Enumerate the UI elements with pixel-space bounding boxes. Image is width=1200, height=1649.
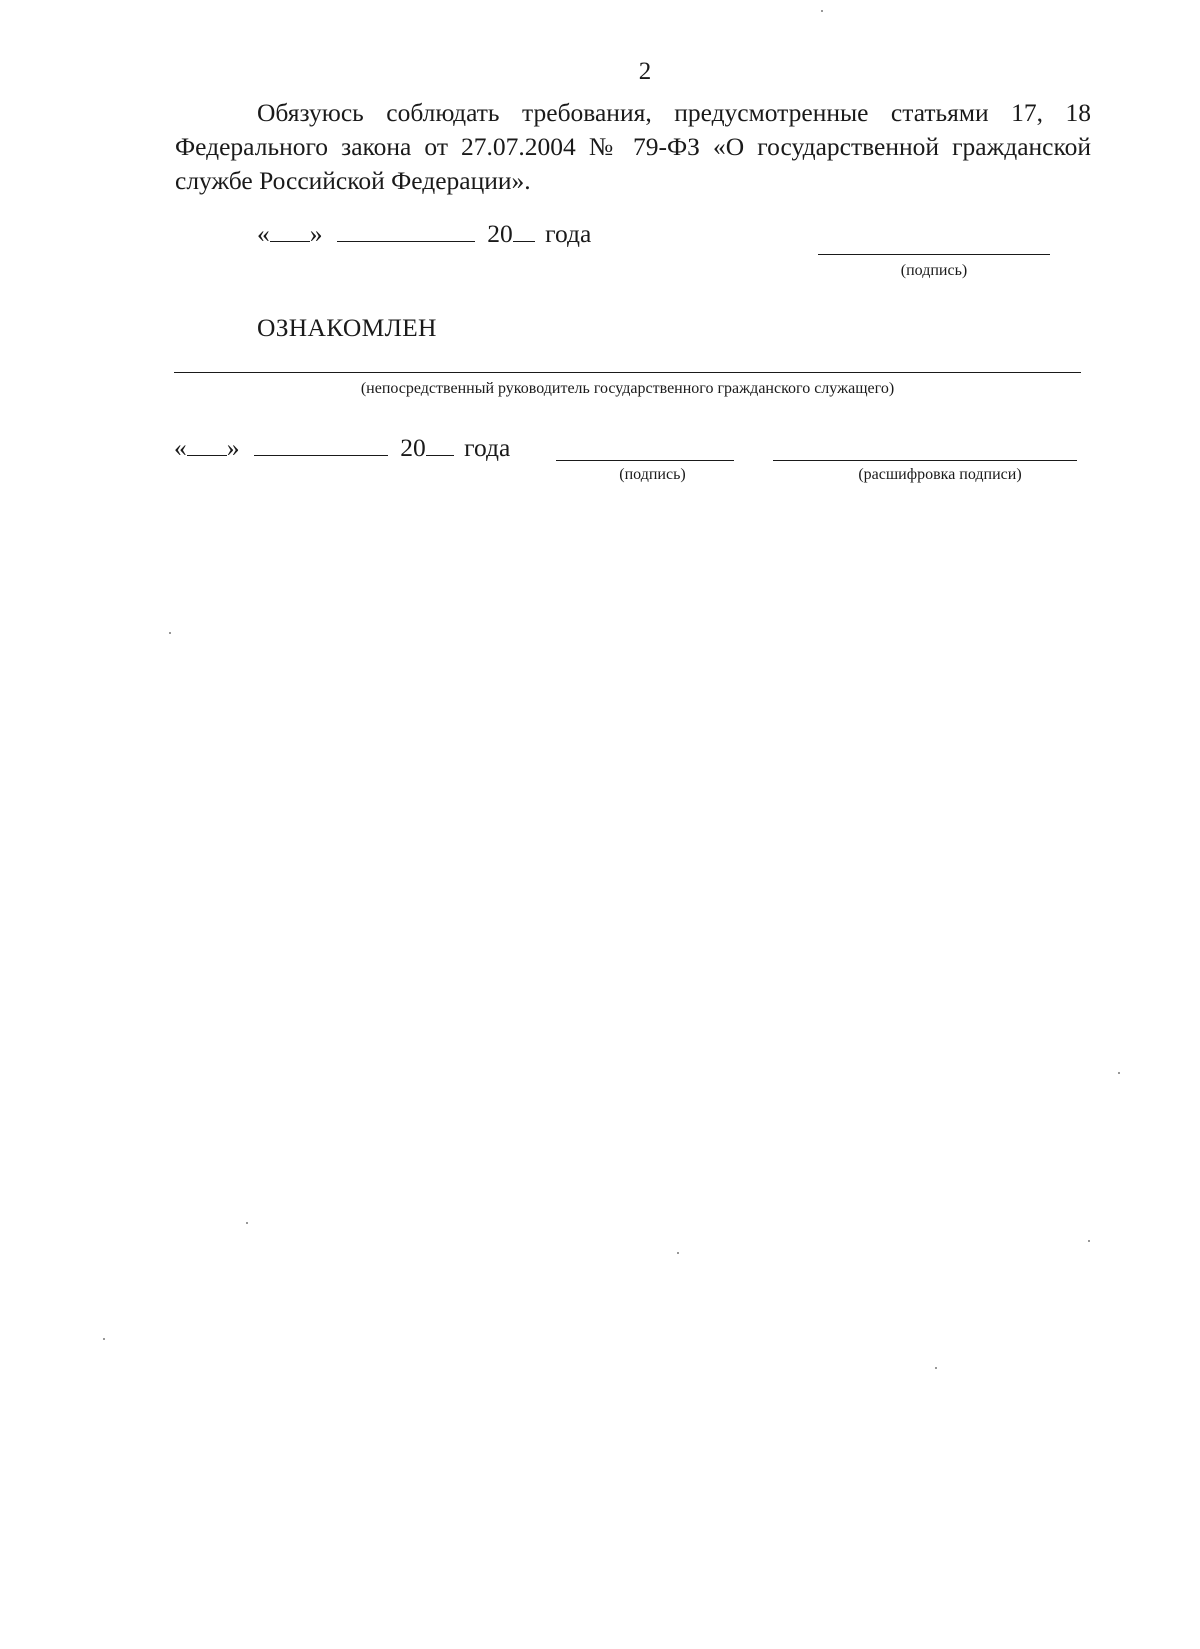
- manager-caption: (непосредственный руководитель государственного гражданского служащего): [360, 380, 895, 397]
- scan-speck: [821, 10, 823, 12]
- scan-speck: [1088, 1240, 1090, 1242]
- scan-speck: [103, 1338, 105, 1340]
- scan-speck: [169, 632, 171, 634]
- scan-speck: [677, 1252, 679, 1254]
- manager-name-line: [174, 372, 1081, 373]
- manager-signature-line: [556, 460, 734, 461]
- manager-decoding-line: [773, 460, 1077, 461]
- year-blank: [426, 433, 454, 456]
- year-suffix: года: [545, 219, 592, 248]
- open-quote: «: [174, 433, 187, 462]
- scan-speck: [246, 1222, 248, 1224]
- manager-decoding-caption: (расшифровка подписи): [858, 466, 1022, 483]
- scan-speck: [935, 1367, 937, 1369]
- scan-speck: [1118, 1072, 1120, 1074]
- obligation-paragraph: Обязуюсь соблюдать требования, предусмотренные статьями 17, 18 Федерального закона от 27.07.2004 № 79-ФЗ «О государственной гражданской службе Российской Федерации».: [175, 98, 1091, 195]
- open-quote: «: [257, 219, 270, 248]
- day-blank: [187, 433, 227, 456]
- day-blank: [270, 219, 310, 242]
- acknowledged-heading: ОЗНАКОМЛЕН: [257, 313, 437, 342]
- manager-date-line: [174, 433, 510, 463]
- employee-signature-line: [818, 254, 1050, 255]
- year-prefix: 20: [487, 219, 513, 248]
- page-number: 2: [638, 58, 652, 85]
- month-blank: [254, 433, 388, 456]
- manager-signature-caption: (подпись): [619, 466, 686, 483]
- month-blank: [337, 219, 475, 242]
- year-suffix: года: [464, 433, 511, 462]
- year-blank: [513, 219, 535, 242]
- employee-signature-caption: (подпись): [900, 262, 968, 279]
- close-quote: »: [226, 433, 240, 462]
- employee-date-line: [257, 219, 591, 249]
- close-quote: »: [309, 219, 323, 248]
- year-prefix: 20: [400, 433, 426, 462]
